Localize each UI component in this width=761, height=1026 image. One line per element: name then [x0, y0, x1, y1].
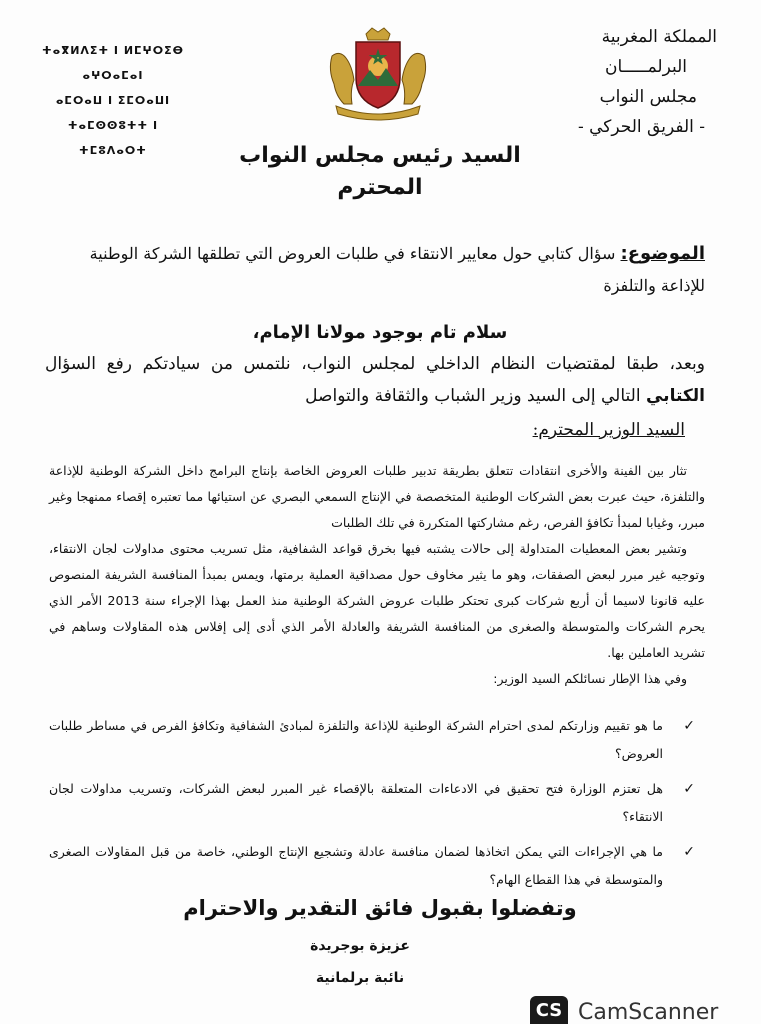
signatory-name: عزيزة بوجريدة — [310, 938, 410, 954]
house-name: مجلس النواب — [599, 87, 697, 107]
questions-list — [49, 712, 705, 901]
tifinagh-line-4: ⵜⴰⵎⵙⵙⵓⵜⵜ ⵏ ⵜⵎⵓⴷⴰⵔⵜ — [67, 119, 159, 157]
checkmark-icon: ✓ — [683, 781, 695, 797]
subject-text: سؤال كتابي حول معايير الانتقاء في طلبات العروض التي تطلقها الشركة الوطنية للإذاعة والتلفزة — [89, 244, 705, 295]
question-text: هل تعتزم الوزارة فتح تحقيق في الادعاءات المتعلقة بالإقصاء غير المبرر لبعض الشركات، وتسريب مداولات لجان الانتقاء؟ — [49, 781, 663, 824]
question-item — [49, 775, 705, 831]
coat-of-arms-icon — [322, 26, 434, 122]
intro-text-1: وبعد، طبقا لمقتضيات النظام الداخلي لمجلس النواب، نلتمس من سيادتكم رفع السؤال — [45, 354, 705, 374]
tifinagh-line-3: ⴰⵎⵔⴰⵡ ⵏ ⵉⵎⵔⴰⵡⵏ — [55, 94, 171, 107]
kingdom-name: المملكة المغربية — [601, 27, 717, 47]
question-text: ما هو تقييم وزارتكم لمدى احترام الشركة الوطنية للإذاعة والتلفزة لمبادئ الشفافية وتكافؤ الفرص في مساطر طلبات العروض؟ — [49, 718, 663, 761]
letter-body — [49, 458, 705, 692]
minister-salutation: السيد الوزير المحترم: — [532, 420, 685, 440]
intro-bold-word: الكتابي — [645, 386, 705, 406]
institution-header — [497, 22, 717, 142]
body-paragraph-3: وفي هذا الإطار نسائلكم السيد الوزير: — [493, 671, 687, 686]
addressee-title: السيد رئيس مجلس النواب — [239, 143, 521, 168]
checkmark-icon: ✓ — [683, 844, 695, 860]
question-item — [49, 712, 705, 768]
question-text: ما هي الإجراءات التي يمكن اتخاذها لضمان منافسة عادلة وتشجيع الإنتاج الوطني، خاصة من قبل المقاولات الصغرى والمتوسطة في هذا القطاع الهام؟ — [49, 844, 663, 887]
camscanner-logo-icon: CS — [530, 996, 568, 1024]
subject-label: الموضوع: — [620, 243, 705, 264]
tifinagh-header — [38, 38, 188, 163]
intro-text-2: التالي إلى السيد وزير الشباب والثقافة والتواصل — [305, 386, 646, 406]
addressee-honorific: المحترم — [337, 175, 423, 200]
camscanner-text: CamScanner — [578, 1000, 719, 1025]
body-paragraph-1: تثار بين الفينة والأخرى انتقادات تتعلق بطريقة تدبير طلبات العروض الخاصة بإنتاج البرامج داخل الشركة الوطنية للإذاعة والتلفزة، حيث عبرت بعض الشركات الوطنية المتخصصة في الإنتاج السمعي البصري عن استيائها مما تعتبره إقصاء ممنهجا وغير مبرر، وغيابا لمبدأ تكافؤ الفرص، رغم مشاركتها المتكررة في تلك الطلبات — [49, 463, 705, 530]
greeting: سلام تام بوجود مولانا الإمام، — [252, 322, 508, 343]
addressee-block — [230, 140, 530, 204]
parliament-name: البرلمـــــان — [605, 57, 687, 77]
closing-formula: وتفضلوا بقبول فائق التقدير والاحترام — [183, 896, 577, 920]
question-item — [49, 838, 705, 894]
signatory-title: نائبة برلمانية — [315, 970, 405, 986]
tifinagh-line-1: ⵜⴰⴳⵍⴷⵉⵜ ⵏ ⵍⵎⵖⵔⵉⴱ — [41, 44, 184, 57]
body-paragraph-2: وتشير بعض المعطيات المتداولة إلى حالات يشتبه فيها بخرق قواعد الشفافية، مثل تسريب محتوى مداولات لجان الانتقاء، وتوجيه غير مبرر لبعض الصفقات، وهو ما يثير مخاوف حول مصداقية العملية برمتها، ويمس بمبدأ المنافسة الشريفة المنصوص عليه قانونا لاسيما أن أربع شركات كبرى تحتكر طلبات عروض الشركة الوطنية منذ العمل بهذا الإجراء سنة 2013 الأمر الذي يحرم الشركات والمتوسطة والصغرى من المنافسة الشريفة والعادلة الأمر الذي أدى إلى إفلاس هذه المقاولات وساهم في تشريد العاملين بها. — [49, 541, 705, 660]
intro-paragraph — [45, 348, 705, 412]
subject-line — [45, 238, 705, 302]
checkmark-icon: ✓ — [683, 718, 695, 734]
camscanner-watermark — [518, 994, 761, 1024]
tifinagh-line-2: ⴰⵖⵔⴰⵎⴰⵏ — [82, 69, 144, 82]
group-name: - الفريق الحركي - — [577, 117, 705, 137]
